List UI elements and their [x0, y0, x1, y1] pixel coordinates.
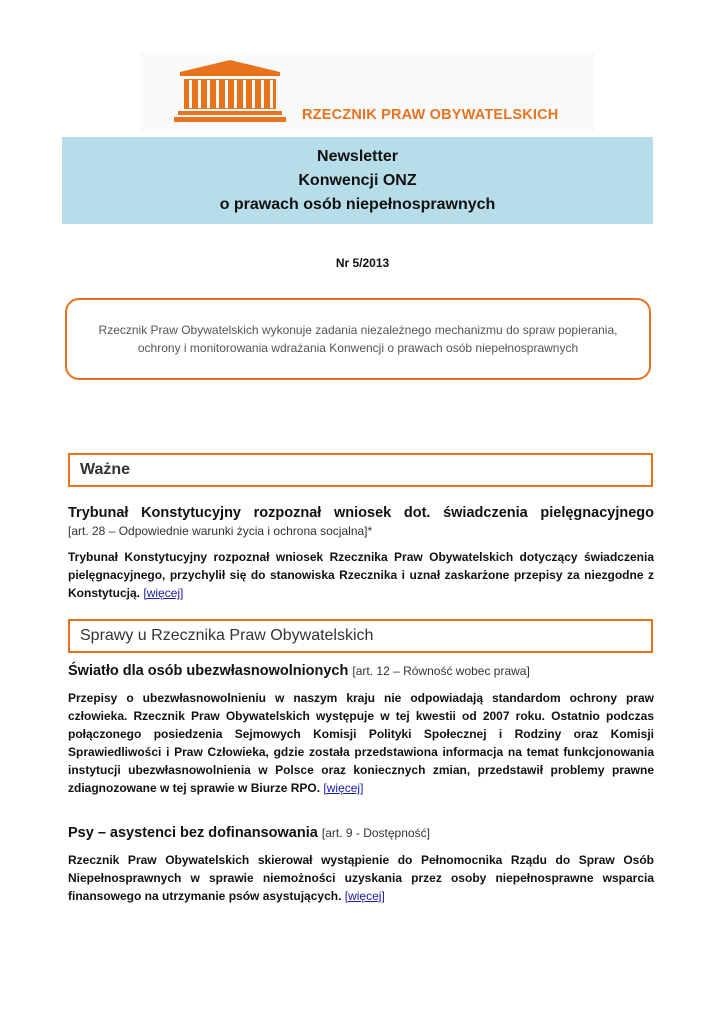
newsletter-banner: [62, 137, 653, 224]
article-3-ref: [art. 9 - Dostępność]: [321, 826, 430, 840]
article-3-text: Rzecznik Praw Obywatelskich skierował wystąpienie do Pełnomocnika Rządu do Spraw Osób Niepełnosprawnych w sprawie niemożności uzyskania przez osoby niepełnosprawne wsparcia finansowego na utrzymanie psów asystujących.: [68, 853, 654, 903]
article-1-body: [68, 548, 654, 602]
section-heading-sprawy: Sprawy u Rzecznika Praw Obywatelskich: [68, 619, 653, 653]
issue-number: Nr 5/2013: [335, 256, 390, 270]
article-2-title-line: [68, 661, 654, 681]
article-2-text: Przepisy o ubezwłasnowolnieniu w naszym kraju nie odpowiadają standardom ochrony praw człowieka. Rzecznik Praw Obywatelskich występuje w tej kwestii od 2007 roku. Ostatnio podczas połączonego posiedzenia Sejmowych Komisji Polityki Społecznej i Rodziny oraz Komisji Sprawiedliwości i Praw Człowieka, gdzie została przedstawiona informacja na temat funkcjonowania instytucji ubezwłasnowolnienia w Polsce oraz koniecznych zmian, przedstawił problemy prawne zdiagnozowane w tej sprawie w Biurze RPO.: [68, 691, 654, 795]
article-3: [68, 823, 654, 905]
article-2-ref: [art. 12 – Równość wobec prawa]: [352, 664, 530, 678]
section-heading-wazne: Ważne: [68, 453, 653, 487]
banner-subtitle-2: o prawach osób niepełnosprawnych: [219, 195, 496, 213]
article-2-body: [68, 689, 654, 797]
article-3-more-link[interactable]: [więcej]: [344, 889, 385, 903]
article-2-more-link[interactable]: [więcej]: [323, 781, 364, 795]
article-1-ref: [art. 28 – Odpowiednie warunki życia i ochrona socjalna]*: [68, 524, 373, 538]
banner-title: Newsletter: [317, 147, 398, 165]
article-2-title: Światło dla osób ubezwłasnowolnionych: [68, 663, 349, 679]
article-3-title-line: [68, 823, 654, 843]
logo-text: RZECZNIK PRAW OBYWATELSKICH: [302, 107, 559, 123]
article-3-title: Psy – asystenci bez dofinansowania: [68, 825, 318, 841]
article-1-text: Trybunał Konstytucyjny rozpoznał wniosek Rzecznika Praw Obywatelskich dotyczący świadczenia pielęgnacyjnego, przychylił się do stanowiska Rzecznika i uznał zaskarżone przepisy za niezgodne z Konstytucją.: [68, 550, 654, 600]
article-2: [68, 661, 654, 797]
article-1-more-link[interactable]: [więcej]: [143, 586, 184, 600]
columns-building-icon: [170, 58, 290, 124]
article-1-title: Trybunał Konstytucyjny rozpoznał wniosek dot. świadczenia pielęgnacyjnego: [68, 505, 654, 521]
article-3-body: [68, 851, 654, 905]
mission-statement-box: [65, 298, 651, 380]
article-1: [68, 503, 654, 602]
rpo-logo: [140, 52, 595, 132]
banner-subtitle: Konwencji ONZ: [298, 171, 417, 189]
mission-text: Rzecznik Praw Obywatelskich wykonuje zadania niezależnego mechanizmu do spraw popierania, ochrony i monitorowania wdrażania Konwencji o prawach osób niepełnosprawnych: [98, 323, 618, 355]
